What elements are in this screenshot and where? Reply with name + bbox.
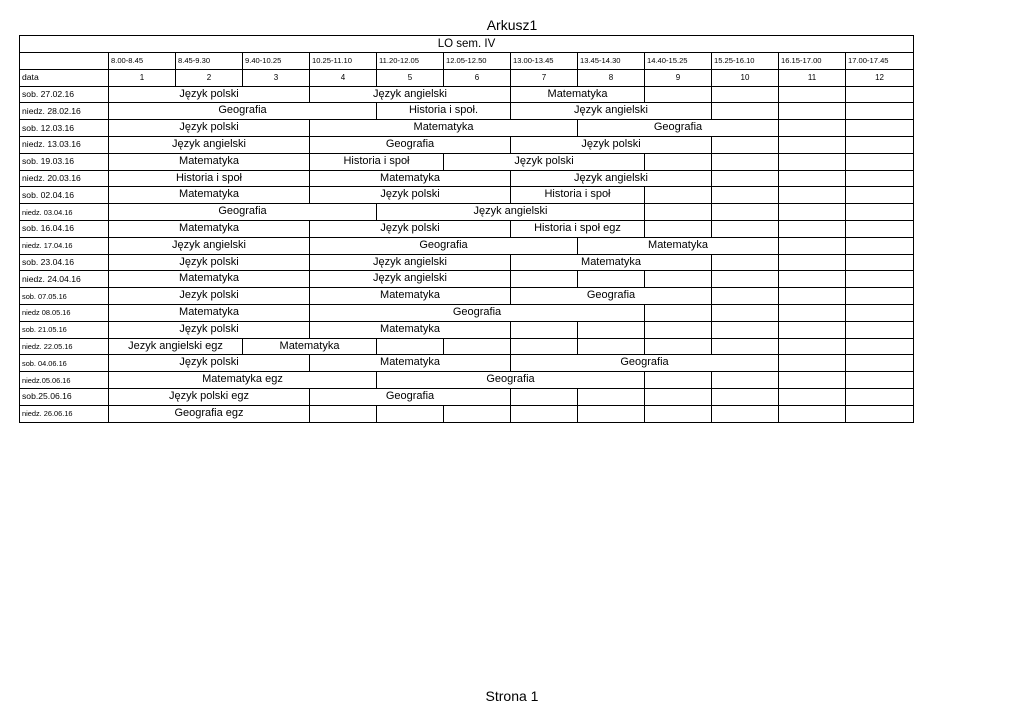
table-row xyxy=(20,86,914,103)
table-row xyxy=(20,120,914,137)
date-cell: niedz.05.06.16 xyxy=(20,372,109,389)
subject-cell: Matematyka xyxy=(243,338,377,355)
empty-cell xyxy=(645,372,712,389)
empty-cell xyxy=(779,187,846,204)
time-slot-header: 13.45-14.30 xyxy=(578,53,645,70)
table-row xyxy=(20,204,914,221)
subject-cell: Matematyka xyxy=(109,220,310,237)
date-cell: sob. 27.02.16 xyxy=(20,86,109,103)
empty-cell xyxy=(846,372,914,389)
time-slot-header: 15.25-16.10 xyxy=(712,53,779,70)
empty-cell xyxy=(712,86,779,103)
subject-cell: Język polski xyxy=(109,254,310,271)
date-cell: niedz. 20.03.16 xyxy=(20,170,109,187)
subject-cell: Geografia xyxy=(109,103,377,120)
empty-cell xyxy=(846,288,914,305)
slot-number: 10 xyxy=(712,69,779,86)
empty-cell xyxy=(779,136,846,153)
empty-cell xyxy=(712,288,779,305)
empty-cell xyxy=(645,86,712,103)
table-row xyxy=(20,103,914,120)
slot-number: 8 xyxy=(578,69,645,86)
subject-cell: Historia i społ xyxy=(511,187,645,204)
empty-cell xyxy=(779,153,846,170)
empty-cell xyxy=(712,254,779,271)
subject-cell: Matematyka xyxy=(109,187,310,204)
empty-cell xyxy=(444,405,511,422)
date-cell: niedz. 13.03.16 xyxy=(20,136,109,153)
subject-cell: Geografia egz xyxy=(109,405,310,422)
subject-cell: Język polski xyxy=(109,86,310,103)
slot-number: 3 xyxy=(243,69,310,86)
empty-cell xyxy=(712,204,779,221)
empty-cell xyxy=(779,338,846,355)
table-row xyxy=(20,288,914,305)
empty-cell xyxy=(578,405,645,422)
empty-cell xyxy=(779,321,846,338)
empty-cell xyxy=(511,388,578,405)
empty-cell xyxy=(310,405,377,422)
subject-cell: Matematyka xyxy=(578,237,779,254)
subject-cell: Geografia xyxy=(511,355,779,372)
subject-cell: Geografia xyxy=(310,136,511,153)
empty-cell xyxy=(712,170,779,187)
time-slot-header: 8.00-8.45 xyxy=(109,53,176,70)
empty-cell xyxy=(846,304,914,321)
empty-cell xyxy=(779,304,846,321)
table-row xyxy=(20,271,914,288)
subject-cell: Język angielski xyxy=(310,86,511,103)
subject-cell: Geografia xyxy=(310,388,511,405)
date-cell: sob. 07.05.16 xyxy=(20,288,109,305)
empty-cell xyxy=(712,136,779,153)
empty-cell xyxy=(779,220,846,237)
date-cell: niedz. 28.02.16 xyxy=(20,103,109,120)
table-row xyxy=(20,170,914,187)
time-slot-header: 12.05-12.50 xyxy=(444,53,511,70)
empty-cell xyxy=(846,103,914,120)
subject-cell: Historia i społ xyxy=(109,170,310,187)
time-slot-header: 14.40-15.25 xyxy=(645,53,712,70)
date-cell: sob. 02.04.16 xyxy=(20,187,109,204)
subject-cell: Język angielski xyxy=(310,271,511,288)
slot-number: 4 xyxy=(310,69,377,86)
date-cell: niedz. 03.04.16 xyxy=(20,204,109,221)
empty-cell xyxy=(645,204,712,221)
subject-cell: Język polski egz xyxy=(109,388,310,405)
subject-cell: Jezyk angielski egz xyxy=(109,338,243,355)
page-footer: Strona 1 xyxy=(485,688,539,704)
subject-cell: Geografia xyxy=(511,288,712,305)
empty-cell xyxy=(846,187,914,204)
empty-cell xyxy=(846,405,914,422)
empty-cell xyxy=(712,338,779,355)
time-slot-header: 13.00-13.45 xyxy=(511,53,578,70)
empty-cell xyxy=(846,170,914,187)
empty-cell xyxy=(578,321,645,338)
date-cell: niedz. 17.04.16 xyxy=(20,237,109,254)
empty-cell xyxy=(846,237,914,254)
subject-cell: Język angielski xyxy=(377,204,645,221)
subject-cell: Język angielski xyxy=(109,136,310,153)
empty-cell xyxy=(846,136,914,153)
empty-cell xyxy=(846,204,914,221)
subject-cell: Geografia xyxy=(109,204,377,221)
subject-cell: Język angielski xyxy=(109,237,310,254)
time-slot-header: 16.15-17.00 xyxy=(779,53,846,70)
empty-cell xyxy=(779,103,846,120)
empty-cell xyxy=(712,187,779,204)
date-cell: sob. 16.04.16 xyxy=(20,220,109,237)
subject-cell: Historia i społ egz xyxy=(511,220,645,237)
table-row xyxy=(20,388,914,405)
subject-cell: Matematyka xyxy=(511,254,712,271)
table-row xyxy=(20,254,914,271)
empty-cell xyxy=(712,153,779,170)
time-slot-row xyxy=(20,53,914,70)
empty-cell xyxy=(645,388,712,405)
table-row xyxy=(20,321,914,338)
empty-cell xyxy=(712,220,779,237)
empty-cell xyxy=(712,271,779,288)
slot-number: 1 xyxy=(109,69,176,86)
table-row xyxy=(20,338,914,355)
date-cell: sob. 21.05.16 xyxy=(20,321,109,338)
empty-cell xyxy=(846,153,914,170)
subject-cell: Język polski xyxy=(511,136,712,153)
empty-cell xyxy=(779,120,846,137)
subject-cell: Geografia xyxy=(310,304,645,321)
subject-cell: Język angielski xyxy=(511,170,712,187)
empty-cell xyxy=(712,388,779,405)
empty-cell xyxy=(846,271,914,288)
table-row xyxy=(20,405,914,422)
empty-cell xyxy=(578,338,645,355)
empty-cell xyxy=(779,372,846,389)
subject-cell: Historia i społ. xyxy=(377,103,511,120)
corner-cell xyxy=(20,53,109,70)
subject-cell: Geografia xyxy=(310,237,578,254)
empty-cell xyxy=(712,304,779,321)
slot-number: 2 xyxy=(176,69,243,86)
subject-cell: Matematyka xyxy=(511,86,645,103)
slot-number: 9 xyxy=(645,69,712,86)
table-row xyxy=(20,220,914,237)
empty-cell xyxy=(712,321,779,338)
sheet-title: Arkusz1 xyxy=(486,17,538,33)
table-title-row xyxy=(20,36,914,53)
subject-cell: Język angielski xyxy=(310,254,511,271)
date-header: data xyxy=(20,69,109,86)
empty-cell xyxy=(846,388,914,405)
empty-cell xyxy=(511,338,578,355)
date-cell: sob. 19.03.16 xyxy=(20,153,109,170)
empty-cell xyxy=(444,338,511,355)
time-slot-header: 17.00-17.45 xyxy=(846,53,914,70)
slot-number: 6 xyxy=(444,69,511,86)
table-row xyxy=(20,355,914,372)
subject-cell: Matematyka xyxy=(310,288,511,305)
table-row xyxy=(20,187,914,204)
date-cell: sob. 23.04.16 xyxy=(20,254,109,271)
subject-cell: Matematyka xyxy=(310,170,511,187)
subject-cell: Język polski xyxy=(109,355,310,372)
subject-cell: Matematyka xyxy=(310,120,578,137)
slot-number: 5 xyxy=(377,69,444,86)
empty-cell xyxy=(779,86,846,103)
empty-cell xyxy=(846,321,914,338)
empty-cell xyxy=(846,355,914,372)
empty-cell xyxy=(779,355,846,372)
date-cell: niedz. 26.06.16 xyxy=(20,405,109,422)
time-slot-header: 8.45-9.30 xyxy=(176,53,243,70)
table-row xyxy=(20,237,914,254)
empty-cell xyxy=(846,86,914,103)
schedule-body xyxy=(20,36,914,423)
empty-cell xyxy=(578,271,645,288)
subject-cell: Matematyka xyxy=(310,321,511,338)
empty-cell xyxy=(846,254,914,271)
empty-cell xyxy=(846,338,914,355)
empty-cell xyxy=(779,237,846,254)
subject-cell: Matematyka xyxy=(109,304,310,321)
date-cell: niedz. 22.05.16 xyxy=(20,338,109,355)
empty-cell xyxy=(511,271,578,288)
empty-cell xyxy=(645,338,712,355)
empty-cell xyxy=(779,405,846,422)
time-slot-header: 10.25-11.10 xyxy=(310,53,377,70)
time-slot-header: 11.20-12.05 xyxy=(377,53,444,70)
table-row xyxy=(20,153,914,170)
empty-cell xyxy=(377,338,444,355)
empty-cell xyxy=(779,388,846,405)
subject-cell: Język polski xyxy=(109,321,310,338)
slot-number-row xyxy=(20,69,914,86)
slot-number: 11 xyxy=(779,69,846,86)
empty-cell xyxy=(712,103,779,120)
empty-cell xyxy=(645,304,712,321)
date-cell: niedz. 24.04.16 xyxy=(20,271,109,288)
subject-cell: Język polski xyxy=(109,120,310,137)
subject-cell: Matematyka xyxy=(109,271,310,288)
subject-cell: Geografia xyxy=(578,120,779,137)
empty-cell xyxy=(712,405,779,422)
empty-cell xyxy=(779,288,846,305)
table-title: LO sem. IV xyxy=(20,36,914,53)
time-slot-header: 9.40-10.25 xyxy=(243,53,310,70)
empty-cell xyxy=(645,153,712,170)
date-cell: sob.25.06.16 xyxy=(20,388,109,405)
empty-cell xyxy=(645,321,712,338)
subject-cell: Język angielski xyxy=(511,103,712,120)
date-cell: sob. 04.06.16 xyxy=(20,355,109,372)
empty-cell xyxy=(645,271,712,288)
empty-cell xyxy=(846,220,914,237)
subject-cell: Matematyka egz xyxy=(109,372,377,389)
schedule-table xyxy=(19,35,914,423)
subject-cell: Język polski xyxy=(310,187,511,204)
table-row xyxy=(20,304,914,321)
slot-number: 12 xyxy=(846,69,914,86)
empty-cell xyxy=(645,220,712,237)
empty-cell xyxy=(779,204,846,221)
subject-cell: Język polski xyxy=(310,220,511,237)
date-cell: sob. 12.03.16 xyxy=(20,120,109,137)
subject-cell: Jezyk polski xyxy=(109,288,310,305)
empty-cell xyxy=(578,388,645,405)
date-cell: niedz 08.05.16 xyxy=(20,304,109,321)
subject-cell: Matematyka xyxy=(109,153,310,170)
subject-cell: Historia i społ xyxy=(310,153,444,170)
empty-cell xyxy=(779,170,846,187)
slot-number: 7 xyxy=(511,69,578,86)
empty-cell xyxy=(779,254,846,271)
empty-cell xyxy=(645,405,712,422)
table-row xyxy=(20,136,914,153)
empty-cell xyxy=(846,120,914,137)
empty-cell xyxy=(779,271,846,288)
empty-cell xyxy=(645,187,712,204)
empty-cell xyxy=(712,372,779,389)
empty-cell xyxy=(511,405,578,422)
table-row xyxy=(20,372,914,389)
empty-cell xyxy=(377,405,444,422)
empty-cell xyxy=(511,321,578,338)
subject-cell: Geografia xyxy=(377,372,645,389)
subject-cell: Matematyka xyxy=(310,355,511,372)
subject-cell: Język polski xyxy=(444,153,645,170)
